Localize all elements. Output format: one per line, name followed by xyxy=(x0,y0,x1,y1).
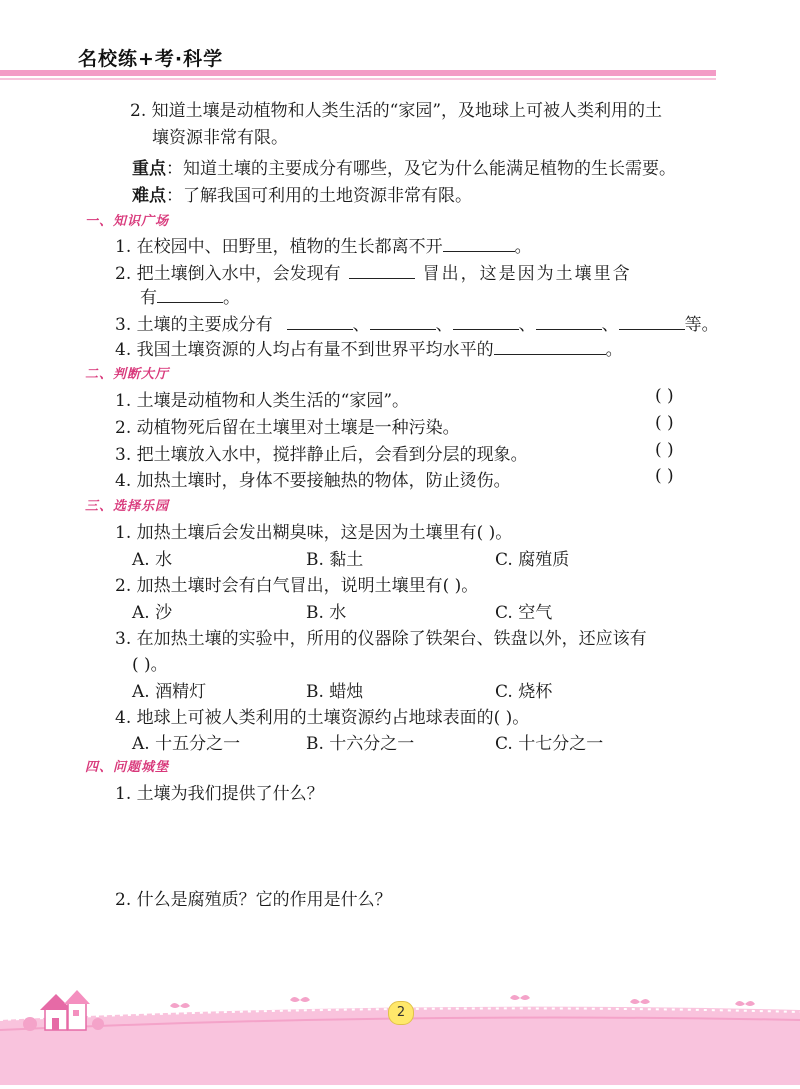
open-question-2: 2. 什么是腐殖质？它的作用是什么？ xyxy=(115,890,392,910)
question-text-mid: 冒出，这是因为土壤里含 xyxy=(422,264,632,284)
separator: 、 xyxy=(435,315,453,335)
answer-blank[interactable] xyxy=(453,315,519,330)
judge-answer-4[interactable]: ( ) xyxy=(655,466,674,486)
header-pink-band xyxy=(0,70,716,76)
objective-item-2-line1: 2. 知道土壤是动植物和人类生活的“家园”，及地球上可被人类利用的土 xyxy=(130,101,663,121)
answer-blank[interactable] xyxy=(443,237,515,252)
choice-option-2b[interactable]: B. 水 xyxy=(306,603,347,623)
choice-option-4b[interactable]: B. 十六分之一 xyxy=(306,734,415,754)
question-text: 4. 我国土壤资源的人均占有量不到世界平均水平的 xyxy=(115,340,494,360)
separator: 、 xyxy=(518,315,536,335)
section-title-choice: 三、选择乐园 xyxy=(85,499,170,514)
book-brand-title: 名校练+考·科学 xyxy=(78,48,224,70)
fill-question-4 xyxy=(115,335,623,360)
choice-question-2: 2. 加热土壤时会有白气冒出，说明土壤里有( )。 xyxy=(115,576,479,596)
choice-option-3b[interactable]: B. 蜡烛 xyxy=(306,682,364,702)
answer-blank[interactable] xyxy=(494,340,606,355)
answer-blank[interactable] xyxy=(370,315,436,330)
objective-item-2-line2: 壤资源非常有限。 xyxy=(152,128,288,148)
answer-blank[interactable] xyxy=(536,315,602,330)
judge-answer-3[interactable]: ( ) xyxy=(655,440,674,460)
question-text: 有 xyxy=(140,288,157,308)
choice-option-1c[interactable]: C. 腐殖质 xyxy=(495,550,570,570)
question-text-end: 。 xyxy=(514,237,532,257)
answer-blank[interactable] xyxy=(619,315,685,330)
separator: 、 xyxy=(352,315,370,335)
section-title-knowledge: 一、知识广场 xyxy=(85,214,170,229)
section-title-judgement: 二、判断大厅 xyxy=(85,367,170,382)
choice-question-3-cont: ( )。 xyxy=(132,655,168,675)
choice-option-3a[interactable]: A. 酒精灯 xyxy=(132,682,207,702)
choice-option-2a[interactable]: A. 沙 xyxy=(132,603,173,623)
fill-question-1 xyxy=(115,232,532,257)
question-text-end: 。 xyxy=(605,340,623,360)
open-question-1: 1. 土壤为我们提供了什么？ xyxy=(115,784,324,804)
fill-question-3 xyxy=(115,310,719,335)
page-number-badge: 2 xyxy=(388,1001,414,1025)
key-point xyxy=(132,154,676,179)
question-text: 1. 在校园中、田野里，植物的生长都离不开 xyxy=(115,237,443,257)
section-title-questions: 四、问题城堡 xyxy=(85,760,170,775)
question-text: 2. 把土壤倒入水中，会发现有 xyxy=(115,264,341,284)
question-text: 3. 土壤的主要成分有 xyxy=(115,315,273,335)
choice-question-1: 1. 加热土壤后会发出糊臭味，这是因为土壤里有( )。 xyxy=(115,523,513,543)
choice-option-4a[interactable]: A. 十五分之一 xyxy=(132,734,241,754)
judge-answer-2[interactable]: ( ) xyxy=(655,413,674,433)
separator: 、 xyxy=(601,315,619,335)
choice-option-1b[interactable]: B. 黏土 xyxy=(306,550,364,570)
answer-blank[interactable] xyxy=(287,315,353,330)
judge-item-3: 3. 把土壤放入水中，搅拌静止后，会看到分层的现象。 xyxy=(115,445,528,465)
choice-option-4c[interactable]: C. 十七分之一 xyxy=(495,734,604,754)
choice-option-3c[interactable]: C. 烧杯 xyxy=(495,682,553,702)
choice-option-2c[interactable]: C. 空气 xyxy=(495,603,553,623)
choice-question-3: 3. 在加热土壤的实验中，所用的仪器除了铁架台、铁盘以外，还应该有 xyxy=(115,629,647,649)
difficulty-label: 难点 xyxy=(132,186,166,206)
page-header xyxy=(0,0,800,80)
difficulty-point xyxy=(132,181,472,206)
key-point-label: 重点 xyxy=(132,159,166,179)
answer-blank[interactable] xyxy=(157,288,223,303)
key-point-text: ：知道土壤的主要成分有哪些，及它为什么能满足植物的生长需要。 xyxy=(166,159,676,179)
question-text-end: 。 xyxy=(223,288,240,308)
fill-question-2-cont xyxy=(140,283,240,308)
choice-question-4: 4. 地球上可被人类利用的土壤资源约占地球表面的( )。 xyxy=(115,708,530,728)
sprout-icons xyxy=(170,995,755,1008)
judge-item-4: 4. 加热土壤时，身体不要接触热的物体，防止烫伤。 xyxy=(115,471,511,491)
answer-blank[interactable] xyxy=(349,264,415,279)
judge-item-1: 1. 土壤是动植物和人类生活的“家园”。 xyxy=(115,391,410,411)
choice-option-1a[interactable]: A. 水 xyxy=(132,550,173,570)
question-text-end: 等。 xyxy=(684,315,719,335)
difficulty-text: ：了解我国可利用的土地资源非常有限。 xyxy=(166,186,472,206)
fill-question-2 xyxy=(115,259,632,284)
judge-answer-1[interactable]: ( ) xyxy=(655,386,674,406)
header-pink-line xyxy=(0,78,716,80)
judge-item-2: 2. 动植物死后留在土壤里对土壤是一种污染。 xyxy=(115,418,460,438)
